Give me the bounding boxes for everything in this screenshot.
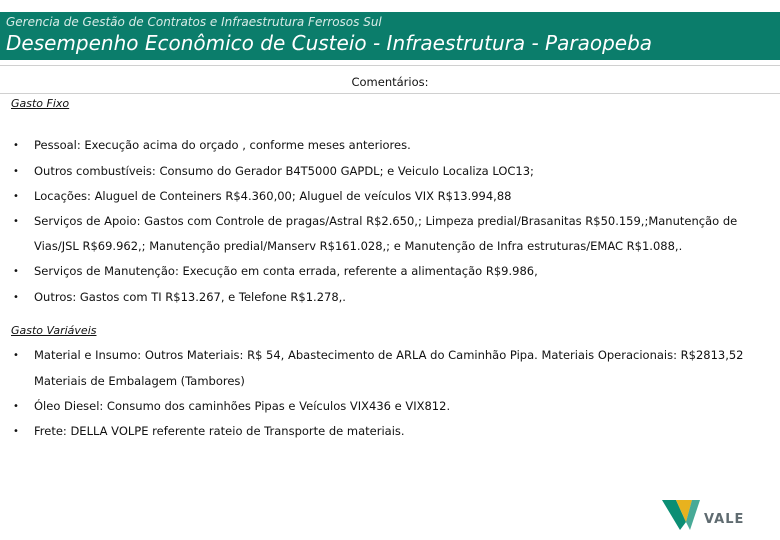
list-item: Serviços de Manutenção: Execução em conta errada, referente a alimentação R$9.986, xyxy=(34,264,538,278)
bullet-marker: • xyxy=(13,292,19,303)
header-banner xyxy=(0,12,780,60)
list-item-continuation: Vias/JSL R$69.962,; Manutenção predial/Manserv R$161.028,; e Manutenção de Infra estruturas/EMAC R$1.088,. xyxy=(34,239,683,253)
section-heading-variable: Gasto Variáveis xyxy=(11,324,97,337)
bullet-marker: • xyxy=(13,191,19,202)
list-item: Serviços de Apoio: Gastos com Controle de pragas/Astral R$2.650,; Limpeza predial/Brasanitas R$50.159,;Manutenção de xyxy=(34,214,738,228)
bullet-marker: • xyxy=(13,426,19,437)
bullet-marker: • xyxy=(13,216,19,227)
list-item: Material e Insumo: Outros Materiais: R$ 54, Abastecimento de ARLA do Caminhão Pipa. Materiais Operacionais: R$2813,52 xyxy=(34,348,744,362)
bullet-marker: • xyxy=(13,140,19,151)
bullet-marker: • xyxy=(13,166,19,177)
list-item: Outros: Gastos com TI R$13.267, e Telefone R$1.278,. xyxy=(34,290,346,304)
divider xyxy=(0,65,780,66)
list-item: Outros combustíveis: Consumo do Gerador B4T5000 GAPDL; e Veiculo Localiza LOC13; xyxy=(34,164,534,178)
list-item-continuation: Materiais de Embalagem (Tambores) xyxy=(34,374,245,388)
list-item: Locações: Aluguel de Conteiners R$4.360,00; Aluguel de veículos VIX R$13.994,88 xyxy=(34,189,512,203)
divider xyxy=(0,93,780,94)
bullet-marker: • xyxy=(13,350,19,361)
list-item: Frete: DELLA VOLPE referente rateio de Transporte de materiais. xyxy=(34,424,405,438)
comments-label: Comentários: xyxy=(351,75,429,89)
bullet-marker: • xyxy=(13,266,19,277)
org-subtitle: Gerencia de Gestão de Contratos e Infraestrutura Ferrosos Sul xyxy=(6,15,382,29)
bullet-marker: • xyxy=(13,401,19,412)
list-item: Pessoal: Execução acima do orçado , conforme meses anteriores. xyxy=(34,138,411,152)
list-item: Óleo Diesel: Consumo dos caminhões Pipas e Veículos VIX436 e VIX812. xyxy=(34,399,451,413)
section-heading-fixed: Gasto Fixo xyxy=(11,97,70,110)
vale-logo-text: VALE xyxy=(704,512,745,527)
page-title: Desempenho Econômico de Custeio - Infraestrutura - Paraopeba xyxy=(6,31,653,55)
